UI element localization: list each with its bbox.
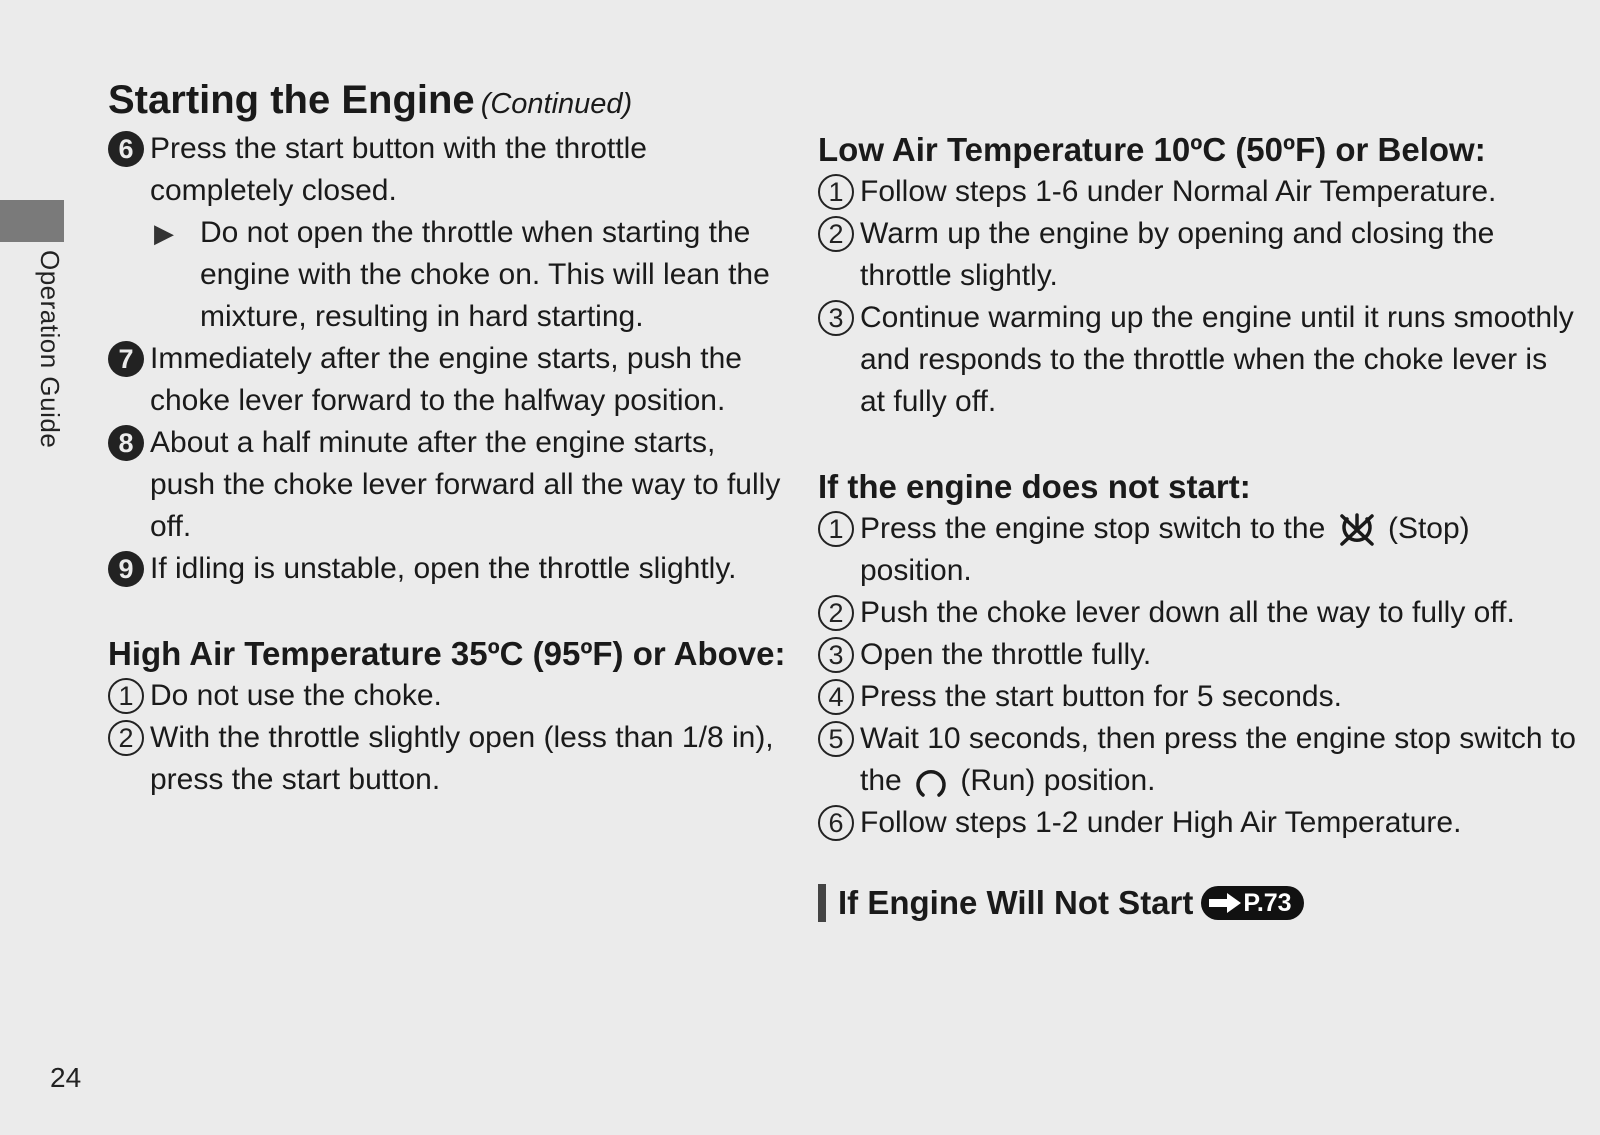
high-temp-heading: High Air Temperature 35ºC (95ºF) or Above: bbox=[108, 635, 786, 672]
step-9 bbox=[108, 548, 788, 590]
step-text: Warm up the engine by opening and closing the throttle slightly. bbox=[860, 217, 1495, 292]
page-title-continued: (Continued) bbox=[480, 88, 633, 120]
engine-stop-icon bbox=[1338, 513, 1376, 547]
low-temp-step-1 bbox=[818, 171, 1578, 213]
engine-run-icon bbox=[914, 765, 948, 799]
high-temp-step-2 bbox=[108, 717, 788, 801]
no-start-step-5 bbox=[818, 718, 1578, 802]
right-column bbox=[818, 128, 1578, 922]
step-number: 2 bbox=[108, 720, 144, 756]
cross-reference[interactable] bbox=[818, 884, 1578, 922]
no-start-step-2 bbox=[818, 592, 1578, 634]
step-number: 7 bbox=[108, 341, 144, 377]
step-text: Press the start button for 5 seconds. bbox=[860, 680, 1342, 713]
no-start-heading: If the engine does not start: bbox=[818, 468, 1251, 505]
arrow-right-icon bbox=[1207, 892, 1243, 914]
step-text: If idling is unstable, open the throttle slightly. bbox=[150, 552, 737, 585]
low-temp-step-3 bbox=[818, 297, 1578, 423]
low-temp-heading: Low Air Temperature 10ºC (50ºF) or Below: bbox=[818, 131, 1486, 168]
step-number: 6 bbox=[108, 131, 144, 167]
no-start-step-3 bbox=[818, 634, 1578, 676]
step-number: 1 bbox=[818, 174, 854, 210]
step-text: Continue warming up the engine until it runs smoothly and responds to the throttle when the choke lever is at fully off. bbox=[860, 301, 1574, 418]
step-text: Push the choke lever down all the way to fully off. bbox=[860, 596, 1515, 629]
reference-bar bbox=[818, 884, 826, 922]
step-7 bbox=[108, 338, 788, 422]
step-text: Follow steps 1-2 under High Air Temperature. bbox=[860, 806, 1462, 839]
step-text-before: Wait 10 seconds, then press the engine stop switch to the bbox=[860, 722, 1576, 797]
step-text: Follow steps 1-6 under Normal Air Temperature. bbox=[860, 175, 1497, 208]
step-number: 1 bbox=[108, 678, 144, 714]
section-tab bbox=[0, 200, 64, 242]
step-text: With the throttle slightly open (less than 1/8 in), press the start button. bbox=[150, 721, 774, 796]
step-text: Immediately after the engine starts, push the choke lever forward to the halfway position. bbox=[150, 342, 742, 417]
step-text-after: (Run) position. bbox=[960, 764, 1156, 797]
reference-label: If Engine Will Not Start bbox=[838, 884, 1194, 921]
step-6 bbox=[108, 128, 788, 212]
step-number: 8 bbox=[108, 425, 144, 461]
step-8 bbox=[108, 422, 788, 548]
step-text: Do not use the choke. bbox=[150, 679, 442, 712]
page-title bbox=[108, 78, 632, 123]
step-text: Open the throttle fully. bbox=[860, 638, 1152, 671]
step-number: 9 bbox=[108, 551, 144, 587]
no-start-step-4 bbox=[818, 676, 1578, 718]
caution-note bbox=[154, 212, 788, 338]
step-number: 3 bbox=[818, 637, 854, 673]
step-text bbox=[860, 718, 1578, 802]
step-number: 4 bbox=[818, 679, 854, 715]
step-number: 6 bbox=[818, 805, 854, 841]
section-label: Operation Guide bbox=[35, 250, 65, 449]
page-reference-link[interactable] bbox=[1201, 886, 1303, 920]
step-number: 2 bbox=[818, 595, 854, 631]
no-start-step-1 bbox=[818, 508, 1578, 592]
step-number: 5 bbox=[818, 721, 854, 757]
step-number: 2 bbox=[818, 216, 854, 252]
no-start-step-6 bbox=[818, 802, 1578, 844]
step-text: Press the start button with the throttle completely closed. bbox=[150, 132, 647, 207]
step-text-before: Press the engine stop switch to the bbox=[860, 512, 1326, 545]
step-text bbox=[860, 508, 1578, 592]
step-number: 3 bbox=[818, 300, 854, 336]
step-number: 1 bbox=[818, 511, 854, 547]
step-text: About a half minute after the engine starts, push the choke lever forward all the way to fully off. bbox=[150, 426, 781, 543]
page-title-main: Starting the Engine bbox=[108, 78, 475, 122]
step-text-after: (Stop) position. bbox=[860, 512, 1470, 587]
note-text: Do not open the throttle when starting the engine with the choke on. This will lean the mixture, resulting in hard starting. bbox=[200, 216, 770, 333]
page-reference-text: P.73 bbox=[1243, 888, 1292, 917]
low-temp-step-2 bbox=[818, 213, 1578, 297]
left-column bbox=[108, 128, 788, 801]
page-number: 24 bbox=[50, 1062, 82, 1093]
triangle-bullet-icon: ▶ bbox=[154, 218, 174, 248]
high-temp-step-1 bbox=[108, 675, 788, 717]
